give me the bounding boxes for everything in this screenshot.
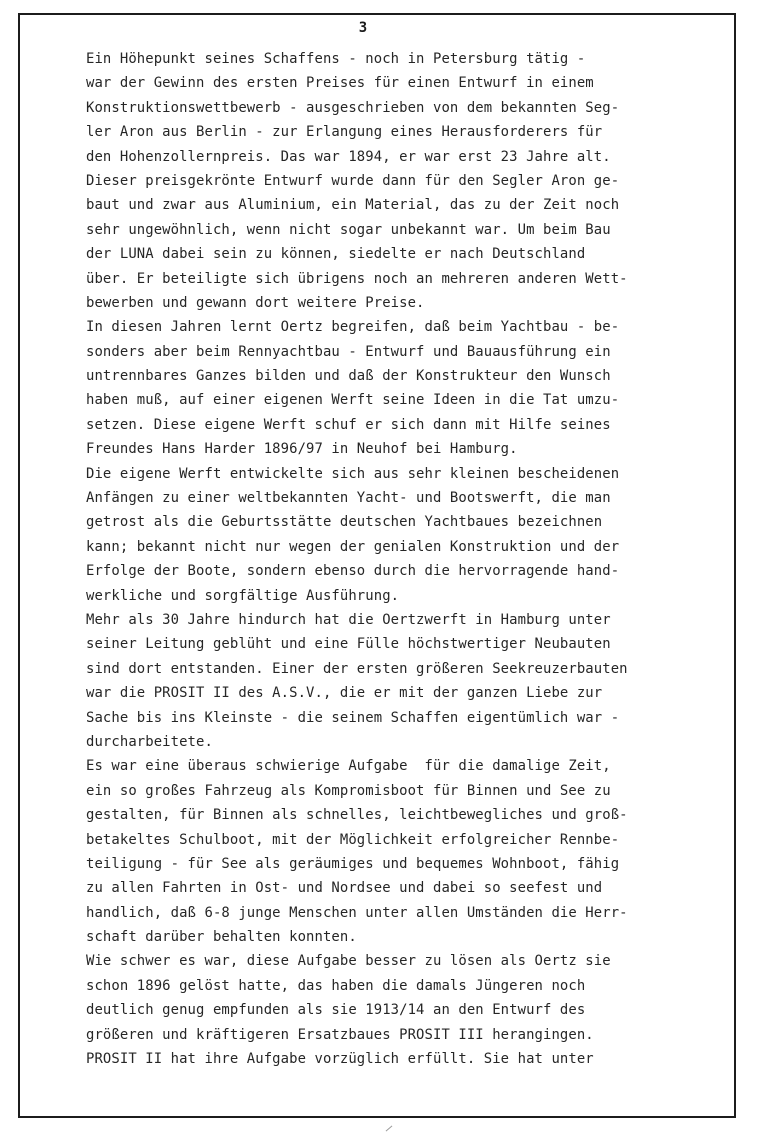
text-line: Dieser preisgekrönte Entwurf wurde dann für den Segler Aron ge- — [86, 172, 620, 189]
text-line: baut und zwar aus Aluminium, ein Material, das zu der Zeit noch — [86, 197, 620, 214]
text-line: über. Er beteiligte sich übrigens noch an mehreren anderen Wett- — [86, 270, 628, 287]
text-line: Ein Höhepunkt seines Schaffens - noch in Petersburg tätig - — [86, 51, 586, 67]
text-line: setzen. Diese eigene Werft schuf er sich dann mit Hilfe seines — [86, 416, 611, 433]
text-line: Die eigene Werft entwickelte sich aus sehr kleinen bescheidenen — [86, 465, 620, 482]
text-line: den Hohenzollernpreis. Das war 1894, er war erst 23 Jahre alt. — [86, 148, 611, 165]
text-line: sonders aber beim Rennyachtbau - Entwurf und Bauausführung ein — [86, 343, 611, 360]
text-line: durcharbeitete. — [86, 733, 213, 750]
text-line: Anfängen zu einer weltbekannten Yacht- und Bootswerft, die man — [86, 490, 611, 507]
text-line: schon 1896 gelöst hatte, das haben die damals Jüngeren noch — [86, 977, 586, 994]
text-line: getrost als die Geburtsstätte deutschen Yachtbaues bezeichnen — [86, 514, 603, 531]
text-line: deutlich genug empfunden als sie 1913/14 an den Entwurf des — [86, 1002, 586, 1019]
body-text — [86, 47, 726, 1071]
text-line: Es war eine überaus schwierige Aufgabe für die damalige Zeit, — [86, 758, 611, 775]
text-line: sind dort entstanden. Einer der ersten größeren Seekreuzerbauten — [86, 660, 628, 677]
text-line: Konstruktionswettbewerb - ausgeschrieben von dem bekannten Seg- — [86, 99, 620, 116]
text-line: Erfolge der Boote, sondern ebenso durch die hervorragende hand- — [86, 563, 620, 580]
page-number: 3 — [358, 20, 368, 36]
text-line: In diesen Jahren lernt Oertz begreifen, daß beim Yachtbau - be- — [86, 319, 620, 336]
text-line: zu allen Fahrten in Ost- und Nordsee und dabei so seefest und — [86, 880, 603, 897]
text-line: Freundes Hans Harder 1896/97 in Neuhof bei Hamburg. — [86, 441, 518, 458]
text-line: handlich, daß 6-8 junge Menschen unter allen Umständen die Herr- — [86, 904, 628, 921]
text-line: kann; bekannt nicht nur wegen der genialen Konstruktion und der — [86, 538, 620, 555]
text-line: ler Aron aus Berlin - zur Erlangung eines Herausforderers für — [86, 124, 603, 141]
text-line: der LUNA dabei sein zu können, siedelte er nach Deutschland — [86, 246, 586, 263]
text-line: sehr ungewöhnlich, wenn nicht sogar unbekannt war. Um beim Bau — [86, 221, 611, 238]
text-line: ein so großes Fahrzeug als Kompromisboot für Binnen und See zu — [86, 782, 611, 799]
text-line: gestalten, für Binnen als schnelles, leichtbewegliches und groß- — [86, 807, 628, 824]
text-line: Wie schwer es war, diese Aufgabe besser zu lösen als Oertz sie — [86, 953, 611, 970]
text-line: betakeltes Schulboot, mit der Möglichkeit erfolgreicher Rennbe- — [86, 831, 620, 848]
text-line: war die PROSIT II des A.S.V., die er mit der ganzen Liebe zur — [86, 685, 603, 702]
text-line: PROSIT II hat ihre Aufgabe vorzüglich erfüllt. Sie hat unter — [86, 1051, 594, 1068]
text-line: Sache bis ins Kleinste - die seinem Schaffen eigentümlich war - — [86, 709, 620, 726]
text-line: haben muß, auf einer eigenen Werft seine Ideen in die Tat umzu- — [86, 392, 620, 409]
text-line: Mehr als 30 Jahre hindurch hat die Oertzwerft in Hamburg unter — [86, 611, 611, 628]
text-line: war der Gewinn des ersten Preises für einen Entwurf in einem — [86, 75, 594, 92]
text-line: teiligung - für See als geräumiges und bequemes Wohnboot, fähig — [86, 855, 620, 872]
text-line: größeren und kräftigeren Ersatzbaues PROSIT III herangingen. — [86, 1026, 594, 1043]
text-line: untrennbares Ganzes bilden und daß der Konstrukteur den Wunsch — [86, 368, 611, 385]
text-line: werkliche und sorgfältige Ausführung. — [86, 587, 400, 604]
text-line: seiner Leitung geblüht und eine Fülle höchstwertiger Neubauten — [86, 636, 611, 653]
text-line: schaft darüber behalten konnten. — [86, 929, 357, 946]
text-line: bewerben und gewann dort weitere Preise. — [86, 294, 425, 311]
scan-mark — [386, 1126, 393, 1132]
